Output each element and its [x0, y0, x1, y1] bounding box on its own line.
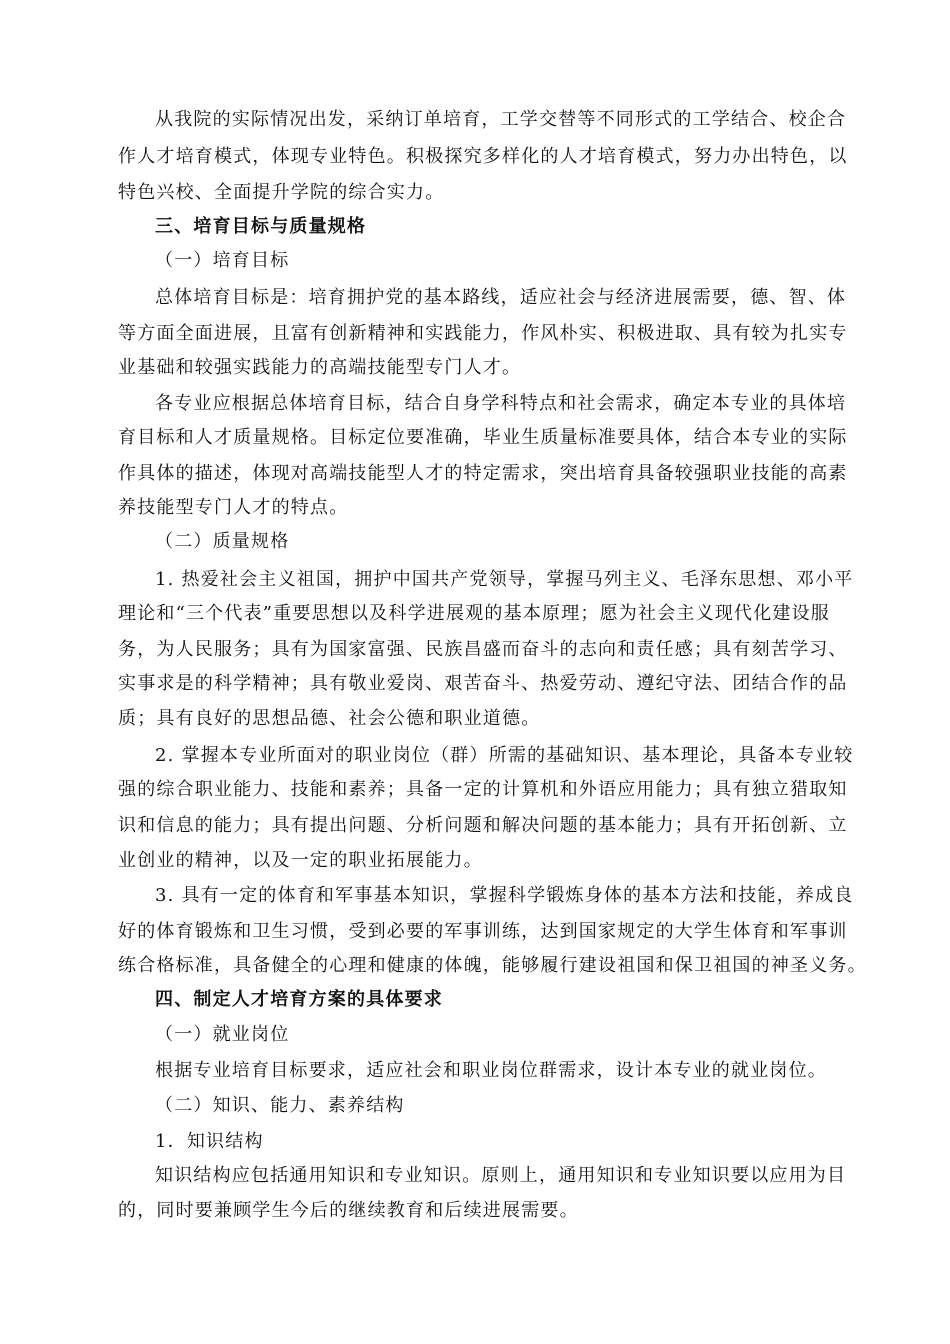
body-text-line: 总体培育目标是：培育拥护党的基本路线，适应社会与经济进展需要，德、智、体 [155, 287, 847, 308]
body-text-line: 业基础和较强实践能力的高端技能型专门人才。 [118, 357, 522, 378]
subsection-heading: （二）质量规格 [155, 531, 290, 552]
body-text-line: 2. 掌握本专业所面对的职业岗位（群）所需的基础知识、基本理论，具备本专业较 [155, 745, 854, 766]
body-text-line: 练合格标准，具备健全的心理和健康的体魄，能够履行建设祖国和保卫祖国的神圣义务。 [118, 955, 867, 976]
body-text-line: 务，为人民服务；具有为国家富强、民族昌盛而奋斗的志向和责任感；具有刻苦学习、 [118, 639, 848, 660]
sub-item-heading: 1．知识结构 [155, 1131, 264, 1152]
body-text-line: 实事求是的科学精神；具有敬业爱岗、艰苦奋斗、热爱劳动、遵纪守法、团结合作的品 [118, 673, 848, 694]
body-text-line: 强的综合职业能力、技能和素养；具备一定的计算机和外语应用能力；具有独立猎取知 [118, 779, 848, 800]
subsection-heading: （二）知识、能力、素养结构 [155, 1095, 405, 1116]
body-text-line: 业创业的精神，以及一定的职业拓展能力。 [118, 850, 483, 871]
body-text-line: 理论和“三个代表”重要思想以及科学进展观的基本原理；愿为社会主义现代化建设服 [118, 603, 831, 624]
section-heading: 四、制定人才培育方案的具体要求 [155, 989, 443, 1010]
body-text-line: 养技能型专门人才的特点。 [118, 497, 349, 518]
section-heading: 三、培育目标与质量规格 [155, 216, 367, 237]
body-text-line: 从我院的实际情况出发，采纳订单培育，工学交替等不同形式的工学结合、校企合 [155, 109, 847, 130]
body-text-line: 识和信息的能力；具有提出问题、分析问题和解决问题的基本能力；具有开拓创新、立 [118, 815, 848, 836]
body-text-line: 知识结构应包括通用知识和专业知识。原则上，通用知识和专业知识要以应用为目 [155, 1165, 847, 1186]
body-text-line: 育目标和人才质量规格。目标定位要准确，毕业生质量标准要具体，结合本专业的实际 [118, 427, 848, 448]
body-text-line: 作具体的描述，体现对高端技能型人才的特定需求，突出培育具备较强职业技能的高素 [118, 463, 848, 484]
body-text-line: 好的体育锻炼和卫生习惯，受到必要的军事训练，达到国家规定的大学生体育和军事训 [118, 921, 848, 942]
body-text-line: 等方面全面进展，且富有创新精神和实践能力，作风朴实、积极进取、具有较为扎实专 [118, 323, 848, 344]
subsection-heading: （一）培育目标 [155, 250, 290, 271]
body-text-line: 3. 具有一定的体育和军事基本知识，掌握科学锻炼身体的基本方法和技能，养成良 [155, 885, 854, 906]
body-text-line: 特色兴校、全面提升学院的综合实力。 [118, 182, 445, 203]
body-text-line: 根据专业培育目标要求，适应社会和职业岗位群需求，设计本专业的就业岗位。 [155, 1060, 827, 1081]
subsection-heading: （一）就业岗位 [155, 1024, 290, 1045]
body-text-line: 质；具有良好的思想品德、社会公德和职业道德。 [118, 708, 541, 729]
body-text-line: 1. 热爱社会主义祖国，拥护中国共产党领导，掌握马列主义、毛泽东思想、邓小平 [155, 569, 854, 590]
body-text-line: 作人才培育模式，体现专业特色。积极探究多样化的人才培育模式，努力办出特色，以 [118, 146, 848, 167]
body-text-line: 各专业应根据总体培育目标，结合自身学科特点和社会需求，确定本专业的具体培 [155, 393, 847, 414]
body-text-line: 的，同时要兼顾学生今后的继续教育和后续进展需要。 [118, 1200, 579, 1221]
